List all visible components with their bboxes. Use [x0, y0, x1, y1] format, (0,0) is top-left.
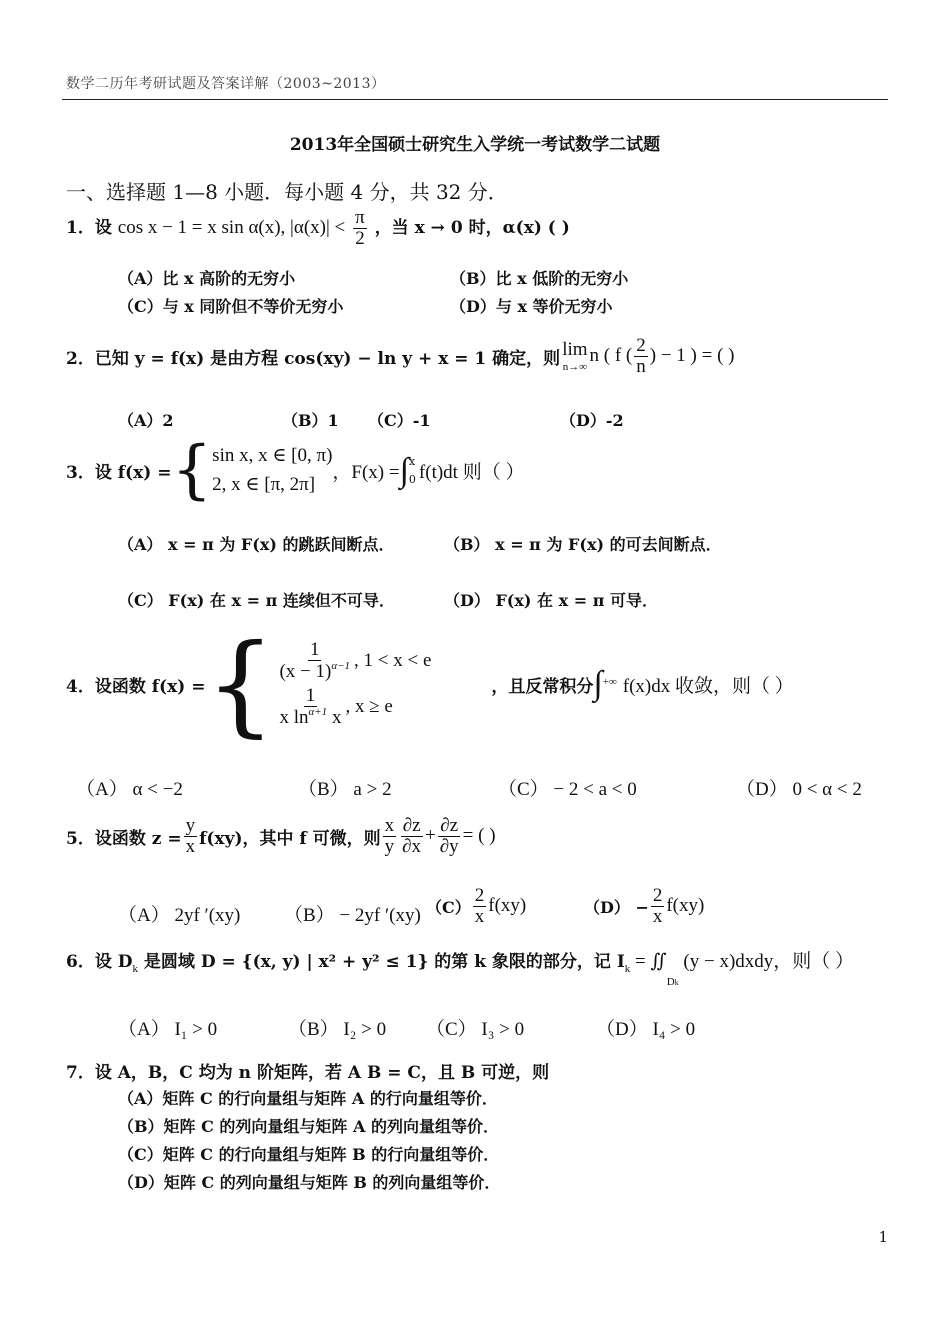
q5-lead: 5．设函数 z = [66, 828, 182, 849]
q5-option-b: （B） − 2yf ′(xy) [284, 905, 421, 926]
q5-frac-dz-dy: $\frac{\partial z}{\partial y}$ [439, 815, 459, 857]
q6-mid: 是圆域 D = {(x, y) | x² + y² ≤ 1} 的第 k 象限的部分，记 I [138, 952, 625, 972]
q5-frac-dz-dx: $\frac{\partial z}{\partial x}$ [402, 815, 422, 857]
q5-option-a: （A） 2yf ′(xy) [118, 905, 241, 926]
q7-option-d: （D）矩阵 C 的列向量组与矩阵 B 的列向量组等价． [118, 1173, 501, 1192]
q1-frac-denominator: 2 [355, 227, 365, 249]
q6-tail: (y − x)dxdy，则（ ） [678, 951, 855, 972]
running-header: 数学二历年考研试题及答案详解（2003~2013） [66, 76, 386, 92]
q1-option-b: （B）比 x 低阶的无穷小 [450, 269, 629, 288]
q4-brace: { [205, 620, 276, 748]
q4-option-a: （A） α < −2 [76, 779, 183, 800]
question-2 [66, 336, 735, 377]
q6-integral-domain: Dk [666, 976, 679, 988]
q4-c1-numerator: 1 [309, 639, 320, 661]
q3-option-b: （B） x = π 为 F(x) 的可去间断点． [444, 535, 722, 554]
q2-expr-a: n ( f ( [589, 345, 633, 367]
q3-option-a: （A） x = π 为 F(x) 的跳跃间断点． [118, 535, 395, 554]
q5-frac-x-over-y: $\frac{x}{y}$ [384, 815, 395, 857]
q5-plus: + [425, 825, 436, 847]
q3-case-2: 2, x ∈ [π, 2π] [212, 473, 316, 495]
q4-integrand: f(x)dx 收敛，则（ ） [622, 675, 794, 697]
q4-case-1 [275, 640, 431, 682]
q2-lead: 2．已知 y = f(x) 是由方程 cos(xy) − ln y + x = 1 确定，则 [66, 348, 561, 369]
q4-lead: 4．设函数 f(x) = [66, 676, 206, 697]
q4-mid: ，且反常积分 [491, 676, 594, 697]
q6-lead: 6．设 D [66, 952, 133, 972]
q1-number: 1．设 [66, 217, 112, 238]
q1-frac-numerator: π [355, 207, 365, 228]
q4-int-upper: +∞ [602, 676, 617, 688]
q4-integral-sign: ∫ [593, 665, 603, 703]
question-3 [66, 432, 525, 507]
q2-limit [562, 339, 587, 373]
q3-integrand: f(t)dt 则（ ） [418, 462, 525, 483]
q3-int-lower: 0 [408, 472, 416, 486]
q4-option-d: （D） 0 < α < 2 [736, 779, 862, 800]
q4-option-c: （C） − 2 < a < 0 [498, 779, 637, 800]
q1-option-c: （C）与 x 同阶但不等价无穷小 [118, 297, 344, 316]
q5-option-d: （D） − $\frac{2}{x}$ f(xy) [584, 885, 705, 927]
q6-lead-sub: k [132, 963, 138, 975]
q4-c1-condition: , 1 < x < e [354, 650, 432, 672]
q2-frac-numerator: 2 [636, 335, 646, 356]
q2-option-d: （D）-2 [560, 411, 624, 430]
q5-option-c: （C） $\frac{2}{x}$ f(xy) [426, 885, 527, 927]
q6-mid-sub: k [624, 963, 631, 975]
q6-option-a: （A） I₁ > 0 [118, 1019, 218, 1040]
q2-expr-b: ) − 1 ) = ( ) [649, 345, 735, 367]
q4-case-1-fraction [277, 640, 352, 682]
q1-option-a: （A）比 x 高阶的无穷小 [118, 269, 296, 288]
q4-c2-denominator: x $\ln^{\alpha+1} x$ [279, 705, 342, 728]
section-heading: 一、选择题 1—8 小题．每小题 4 分，共 32 分． [66, 180, 508, 204]
q4-c2-condition: , x ≥ e [345, 695, 393, 717]
question-6 [66, 946, 854, 988]
q5-mid: f(xy)，其中 f 可微，则 [199, 828, 381, 849]
q4-c1-denominator: $(x - 1)^{\alpha-1}$ [279, 660, 351, 683]
q1-tail: ，当 x → 0 时，α(x) ( ) [374, 217, 570, 238]
q4-option-b: （B） a > 2 [298, 779, 392, 800]
q2-lim: lim [562, 339, 588, 361]
q3-lead: 3．设 f(x) = [66, 463, 172, 483]
question-5 [66, 816, 496, 857]
question-4 [66, 620, 794, 748]
q3-case-1: sin x, x ∈ [0, π) [212, 445, 333, 466]
q2-lim-sub: n→∞ [562, 361, 588, 374]
q3-integral-sign: ∫ [399, 451, 409, 489]
q2-option-c: （C）-1 [368, 411, 431, 430]
q4-c2-numerator: 1 [305, 685, 316, 706]
q2-frac-denominator: n [636, 355, 646, 377]
q1-fraction [353, 208, 367, 249]
q4-case-2-fraction [277, 686, 343, 728]
q5-tail: = ( ) [462, 825, 496, 847]
q1-equation: cos x − 1 = x sin α(x), |α(x)| < [117, 216, 346, 238]
q7-option-b: （B）矩阵 C 的列向量组与矩阵 A 的列向量组等价． [118, 1117, 499, 1136]
q4-case-2 [275, 686, 431, 728]
q5-frac-y-over-x: $\frac{y}{x}$ [185, 815, 196, 857]
page-number: 1 [878, 1228, 888, 1246]
q2-option-a: （A）2 [118, 411, 174, 430]
q3-option-c: （C） F(x) 在 x = π 连续但不可导． [118, 591, 395, 610]
exam-title: 2013年全国硕士研究生入学统一考试数学二试题 [289, 135, 661, 155]
q7-option-a: （A）矩阵 C 的行向量组与矩阵 A 的行向量组等价． [118, 1089, 498, 1108]
q3-int-upper: x [408, 454, 416, 468]
question-7: 7．设 A，B，C 均为 n 阶矩阵，若 A B = C，且 B 可逆，则 [66, 1063, 550, 1083]
header-rule [62, 99, 888, 100]
q7-option-c: （C）矩阵 C 的行向量组与矩阵 B 的行向量组等价． [118, 1145, 500, 1164]
q2-option-b: （B）1 [282, 411, 339, 430]
q3-mid: ，F(x) = [332, 462, 400, 483]
q6-option-b: （B） I₂ > 0 [288, 1019, 387, 1040]
q3-option-d: （D） F(x) 在 x = π 可导． [444, 591, 658, 610]
q3-brace: { [171, 432, 213, 507]
q3-limits [409, 453, 416, 488]
q6-option-c: （C） I₃ > 0 [426, 1019, 525, 1040]
q6-double-integral: = ∬ [630, 951, 667, 972]
q4-cases [275, 640, 431, 728]
q6-option-d: （D） I₄ > 0 [596, 1019, 696, 1040]
question-1 [66, 208, 570, 249]
q2-fraction [634, 336, 648, 377]
q3-cases [212, 442, 332, 499]
q1-option-d: （D）与 x 等价无穷小 [450, 297, 613, 316]
